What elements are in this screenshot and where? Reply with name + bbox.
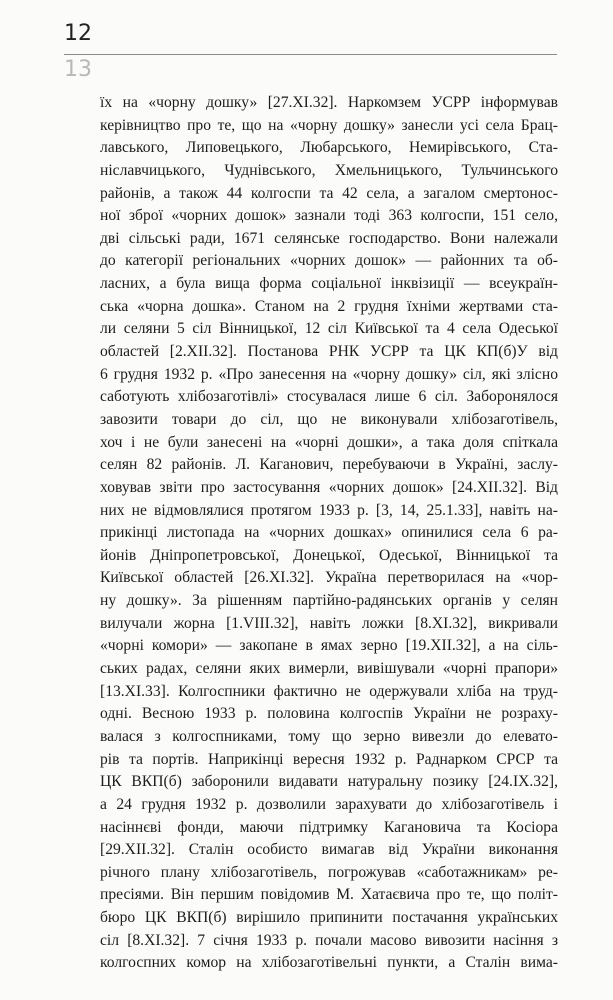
text-line: ська «чорна дошка». Станом на 2 грудня їхніми жертвами ста-	[100, 297, 558, 315]
section-number: 13	[64, 57, 92, 82]
text-line: пресіями. Він першим повідомив М. Хатаєвича про те, що політ-	[100, 886, 558, 904]
text-line: ніславчицького, Чуднівського, Хмельницького, Тульчинського	[100, 161, 558, 179]
text-line: дві сільські ради, 1671 селянське господарство. Вони належали	[100, 229, 558, 247]
text-line: колгоспних комор на хлібозаготівельні пункти, а Сталін вима-	[100, 954, 558, 972]
text-line: них не відмовлялися протягом 1933 р. [3, 14, 25.1.33], навіть на-	[100, 501, 558, 519]
text-line: саботують хлібозаготівлі» стосувалася лише 6 сіл. Заборонялося	[100, 388, 558, 406]
text-line: районів, а також 44 колгоспи та 42 села, а загалом смертонос-	[100, 184, 558, 202]
text-line: прикінці листопада на «чорних дошках» опинилися села 6 ра-	[100, 524, 558, 542]
text-line: лавського, Липовецького, Любарського, Немирівського, Ста-	[100, 139, 558, 157]
text-line: одні. Весною 1933 р. половина колгоспів України не розраху-	[100, 705, 558, 723]
text-line: завозити товари до сіл, що не виконували хлібозаготівель,	[100, 410, 558, 428]
text-line: [29.XII.32]. Сталін особисто вимагав від України виконання	[100, 841, 558, 859]
text-line: селян 82 районів. Л. Каганович, перебуваючи в Україні, заслу-	[100, 456, 558, 474]
body-text	[100, 92, 558, 975]
text-line: [13.XI.33]. Колгоспники фактично не одержували хліба на труд-	[100, 682, 558, 700]
text-line: ських радах, селяни яких вимерли, вивішували «чорні прапори»	[100, 660, 558, 678]
text-line: ли селяни 5 сіл Вінницької, 12 сіл Київської та 4 села Одеської	[100, 320, 558, 338]
text-line: хоч і не були занесені на «чорні дошки», а така доля спіткала	[100, 433, 558, 451]
header-divider	[64, 54, 557, 55]
page-number: 12	[64, 21, 92, 46]
text-line: ної зброї «чорних дошок» зазнали тоді 363 колгоспи, 151 село,	[100, 207, 558, 225]
text-line: до категорії регіональних «чорних дошок» — районних та об-	[100, 252, 558, 270]
text-line: валася з колгоспниками, тому що зерно вивезли до елевато-	[100, 727, 558, 745]
text-line: областей [2.XII.32]. Постанова РНК УСРР та ЦК КП(б)У від	[100, 343, 558, 361]
text-line: рів та портів. Наприкінці вересня 1932 р. Раднарком СРСР та	[100, 750, 558, 768]
text-line: ЦК ВКП(б) заборонили видавати натуральну позику [24.IX.32],	[100, 773, 558, 791]
text-line: керівництво про те, що на «чорну дошку» занесли усі села Брац-	[100, 116, 558, 134]
text-line: ласних, а була вища форма соціальної інквізиції — всеукраїн-	[100, 275, 558, 293]
text-line: 6 грудня 1932 р. «Про занесення на «чорну дошку» сіл, які злісно	[100, 365, 558, 383]
text-line: насіннєві фонди, маючи підтримку Кагановича та Косіора	[100, 818, 558, 836]
text-line: ховував звіти про застосування «чорних дошок» [24.XII.32]. Від	[100, 478, 558, 496]
text-line: сіл [8.XI.32]. 7 січня 1933 р. почали масово вивозити насіння з	[100, 931, 558, 949]
text-line: їх на «чорну дошку» [27.ХІ.32]. Наркомзем УСРР інформував	[100, 94, 558, 111]
text-line: Київської областей [26.XI.32]. Україна перетворилася на «чор-	[100, 569, 558, 587]
text-line: річного плану хлібозаготівель, погрожував «саботажникам» ре-	[100, 863, 558, 881]
text-line: а 24 грудня 1932 р. дозволили зарахувати до хлібозаготівель і	[100, 795, 558, 813]
text-line: вилучали жорна [1.VIII.32], навіть ложки [8.XI.32], викривали	[100, 614, 558, 632]
text-line: бюро ЦК ВКП(б) вирішило припинити постачання українських	[100, 909, 558, 927]
text-line: йонів Дніпропетровської, Донецької, Одеської, Вінницької та	[100, 546, 558, 564]
text-line: ну дошку». За рішенням партійно-радянських органів у селян	[100, 592, 558, 610]
text-line: «чорні комори» — закопане в ямах зерно [19.XII.32], а на сіль-	[100, 637, 558, 655]
